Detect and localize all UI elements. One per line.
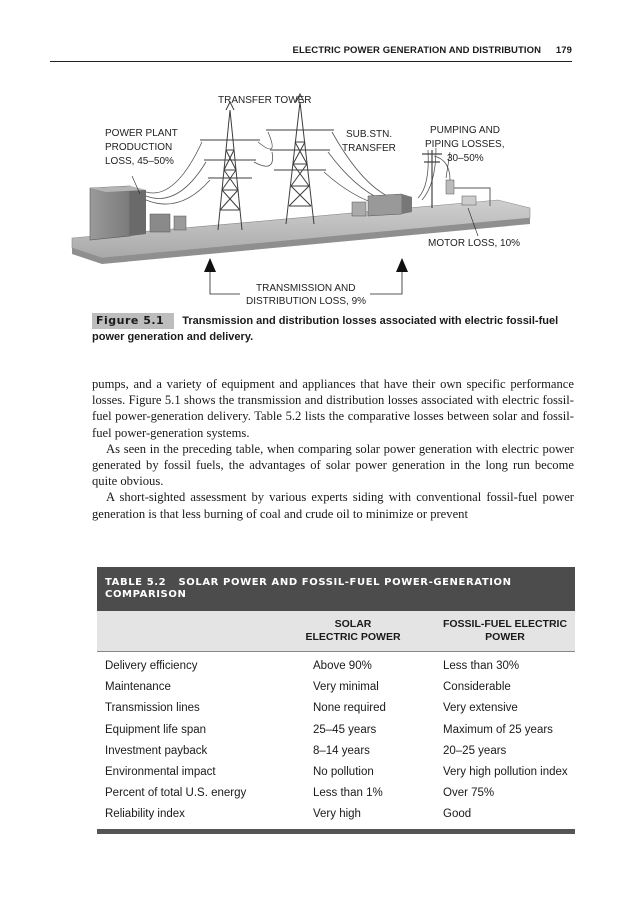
header-fossil-line-2: POWER <box>485 631 525 643</box>
figure-caption <box>92 313 562 345</box>
label-transfer-tower: TRANSFER TOWER <box>218 95 312 106</box>
header-solar-line-1: SOLAR <box>334 618 372 630</box>
utility-pole <box>422 150 442 208</box>
fossil-value: Very extensive <box>443 702 518 715</box>
label-pumping-2: PIPING LOSSES, <box>425 139 505 150</box>
label-pumping-1: PUMPING AND <box>430 125 501 136</box>
solar-value: 8–14 years <box>313 744 370 757</box>
transfer-tower-right <box>266 94 334 224</box>
table-5-2 <box>97 567 575 834</box>
running-title: ELECTRIC POWER GENERATION AND DISTRIBUTION <box>292 45 542 56</box>
power-distribution-illustration <box>50 90 572 305</box>
row-label: Investment payback <box>105 744 208 757</box>
table-title-line-2: COMPARISON <box>105 589 187 600</box>
row-label: Transmission lines <box>105 702 200 715</box>
running-header <box>50 45 572 62</box>
table-body <box>97 652 575 834</box>
header-solar-line-2: ELECTRIC POWER <box>305 631 401 643</box>
label-power-plant-3: LOSS, 45–50% <box>105 156 174 167</box>
header-fossil-line-1: FOSSIL-FUEL ELECTRIC <box>442 618 568 630</box>
header-solar <box>293 618 413 644</box>
label-transmission-2: DISTRIBUTION LOSS, 9% <box>246 296 367 307</box>
row-label: Reliability index <box>105 808 185 821</box>
table-row <box>97 720 575 741</box>
fossil-value: Very high pollution index <box>443 765 568 778</box>
paragraph-1: pumps, and a variety of equipment and appliances that have their own specific performance losses. Figure 5.1 shows the transmission and distribution losses associated with electric fossil-fuel power-generation delivery. Table 5.2 lists the comparative losses between solar and fossil-fuel power-generation systems. <box>92 377 574 440</box>
solar-value: Above 90% <box>313 660 372 672</box>
fossil-value: Over 75% <box>443 787 495 800</box>
table-row <box>97 656 575 677</box>
solar-value: 25–45 years <box>313 723 377 736</box>
paragraph-2: As seen in the preceding table, when comparing solar power generation with electric power generated by fossil fuels, the advantages of solar power generation in the long run become quite obvious. <box>92 441 574 489</box>
transfer-tower-left <box>200 102 260 230</box>
table-row <box>97 741 575 762</box>
table-title-line-1: TABLE 5.2 SOLAR POWER AND FOSSIL-FUEL POWER-GENERATION <box>105 577 512 588</box>
label-transmission-1: TRANSMISSION AND <box>256 283 356 294</box>
solar-value: No pollution <box>313 765 374 778</box>
fossil-value: Good <box>443 808 472 821</box>
solar-value: None required <box>313 702 386 715</box>
row-label: Environmental impact <box>105 765 216 778</box>
table-row <box>97 762 575 783</box>
header-fossil <box>435 618 575 644</box>
row-label: Delivery efficiency <box>105 660 198 672</box>
arrow-up-right-icon <box>396 258 408 272</box>
table-row <box>97 783 575 804</box>
row-label: Equipment life span <box>105 723 207 736</box>
figure-5-1 <box>50 90 572 305</box>
figure-caption-text: Transmission and distribution losses associated with electric fossil-fuel power generation and delivery. <box>92 315 559 343</box>
arrow-up-left-icon <box>204 258 216 272</box>
solar-value: Very high <box>313 808 361 821</box>
row-label: Percent of total U.S. energy <box>105 787 247 800</box>
label-substation-2: TRANSFER <box>342 143 396 154</box>
label-power-plant-1: POWER PLANT <box>105 128 178 139</box>
table-row <box>97 698 575 719</box>
label-pumping-3: 30–50% <box>447 153 484 164</box>
fossil-value: 20–25 years <box>443 744 507 757</box>
solar-value: Very minimal <box>313 681 379 694</box>
paragraph-3: A short-sighted assessment by various experts siding with conventional fossil-fuel power generation is that less burning of coal and crude oil to minimize or prevent <box>92 490 574 521</box>
label-substation-1: SUB.STN. <box>346 129 393 140</box>
body-text <box>92 376 574 522</box>
label-power-plant-2: PRODUCTION <box>105 142 173 153</box>
figure-tag: Figure 5.1 <box>92 313 174 329</box>
table-header-row <box>97 611 575 652</box>
row-label: Maintenance <box>105 681 171 694</box>
table-row <box>97 804 575 825</box>
fossil-value: Less than 30% <box>443 660 520 672</box>
table-title <box>97 567 575 611</box>
solar-value: Less than 1% <box>313 787 383 800</box>
label-motor-loss: MOTOR LOSS, 10% <box>428 238 521 249</box>
fossil-value: Considerable <box>443 681 511 694</box>
fossil-value: Maximum of 25 years <box>443 723 553 736</box>
table-row <box>97 677 575 698</box>
page-number: 179 <box>555 45 572 56</box>
